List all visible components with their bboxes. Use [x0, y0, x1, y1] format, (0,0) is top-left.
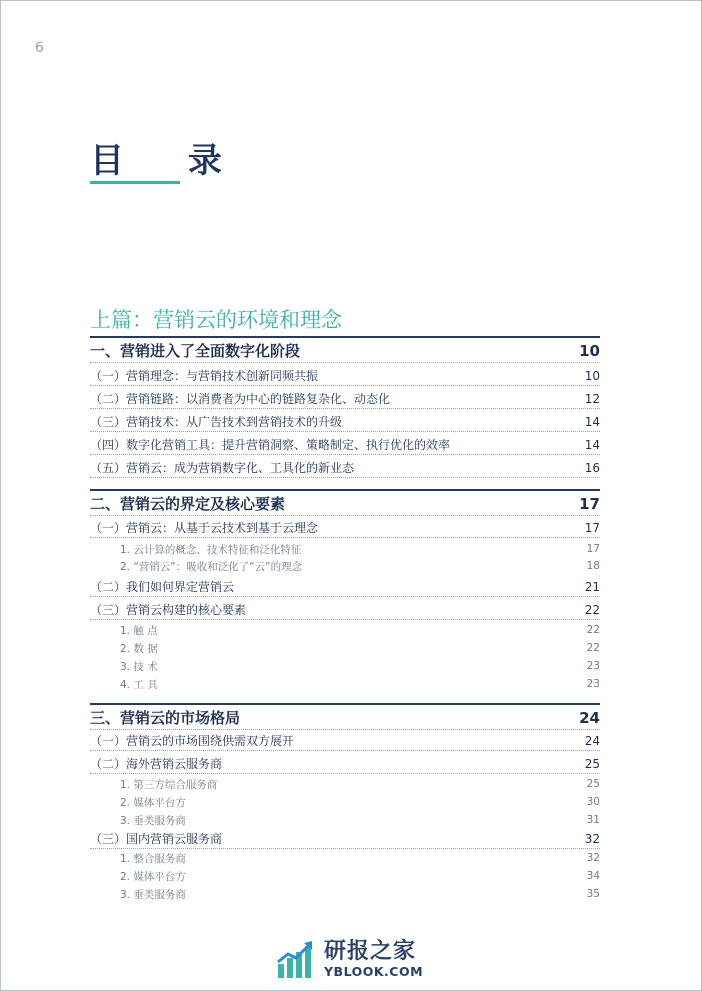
toc-entry-label: 3. 垂类服务商 [120, 814, 186, 827]
toc-page-number: 16 [584, 460, 600, 475]
part-title: 上篇：营销云的环境和理念 [90, 308, 342, 332]
toc-page-number: 32 [586, 852, 600, 864]
toc-entry-label: （四）数字化营销工具：提升营销洞察、策略制定、执行优化的效率 [90, 438, 451, 452]
toc-entry-label: （一）营销理念：与营销技术创新同频共振 [90, 369, 319, 383]
toc-page-number: 21 [584, 579, 600, 594]
toc-section-row[interactable] [90, 435, 600, 455]
toc-entry-label: （三）营销技术：从广告技术到营销技术的升级 [90, 415, 343, 429]
toc-chapter-row[interactable] [90, 339, 600, 363]
toc-section-row[interactable] [90, 754, 600, 774]
toc-page-number: 25 [586, 778, 600, 790]
toc-entry-label: （二）海外营销云服务商 [90, 757, 223, 771]
toc-page-number: 10 [579, 341, 600, 360]
toc-entry-label: （三）营销云构建的核心要素 [90, 603, 247, 617]
toc-page-number: 14 [584, 414, 600, 429]
logo-english-text: YBLOOK.COM [324, 964, 424, 980]
page-title: 目 录 [90, 141, 248, 181]
toc-page-number: 17 [584, 520, 600, 535]
toc-page-number: 32 [584, 831, 600, 846]
chapter-divider [90, 336, 600, 338]
toc-entry-label: （三）国内营销云服务商 [90, 832, 223, 846]
toc-page-number: 22 [586, 642, 600, 654]
toc-entry-label: （一）营销云的市场围绕供需双方展开 [90, 734, 295, 748]
toc-subsection-row[interactable] [90, 558, 600, 574]
toc-page-number: 30 [586, 796, 600, 808]
toc-section-row[interactable] [90, 600, 600, 620]
toc-page-number: 23 [586, 678, 600, 690]
toc-subsection-row[interactable] [90, 794, 600, 810]
toc-entry-label: 2. 数 据 [120, 642, 158, 655]
chapter-divider [90, 703, 600, 705]
toc-section-row[interactable] [90, 389, 600, 409]
toc-section-row[interactable] [90, 518, 600, 538]
toc-page-number: 24 [579, 708, 600, 727]
toc-entry-label: （二）我们如何界定营销云 [90, 580, 235, 594]
toc-subsection-row[interactable] [90, 868, 600, 884]
toc-page-number: 17 [579, 494, 600, 513]
site-logo [276, 940, 423, 980]
toc-page-number: 14 [584, 437, 600, 452]
toc-page-number: 34 [586, 870, 600, 882]
toc-section-row[interactable] [90, 577, 600, 597]
toc-page-number: 23 [586, 660, 600, 672]
toc-subsection-row[interactable] [90, 850, 600, 866]
toc-section-row[interactable] [90, 366, 600, 386]
toc-subsection-row[interactable] [90, 812, 600, 828]
toc-section-row[interactable] [90, 829, 600, 849]
toc-entry-label: 2. 媒体平台方 [120, 796, 186, 809]
toc-page-number: 10 [584, 368, 600, 383]
toc-section-row[interactable] [90, 412, 600, 432]
logo-chinese-text: 研报之家 [324, 939, 417, 965]
toc-subsection-row[interactable] [90, 541, 600, 557]
toc-chapter-row[interactable] [90, 706, 600, 730]
toc-entry-label: 二、营销云的界定及核心要素 [90, 495, 286, 513]
title-block [90, 141, 248, 181]
page-number: 6 [35, 40, 44, 56]
toc-page-number: 17 [586, 543, 600, 555]
chapter-divider [90, 489, 600, 491]
toc-entry-label: 2. “营销云”：吸收和泛化了“云”的理念 [120, 560, 303, 573]
toc-section-row[interactable] [90, 458, 600, 478]
bar-chart-logo-icon [276, 940, 316, 980]
toc-entry-label: （五）营销云：成为营销数字化、工具化的新业态 [90, 461, 355, 475]
toc-subsection-row[interactable] [90, 640, 600, 656]
toc-entry-label: 1. 云计算的概念、技术特征和泛化特征 [120, 543, 302, 556]
toc-entry-label: 三、营销云的市场格局 [90, 709, 241, 727]
toc-subsection-row[interactable] [90, 776, 600, 792]
toc-entry-label: 2. 媒体平台方 [120, 870, 186, 883]
toc-subsection-row[interactable] [90, 658, 600, 674]
toc-page-number: 25 [584, 756, 600, 771]
toc-entry-label: （一）营销云：从基于云技术到基于云理念 [90, 521, 319, 535]
toc-page-number: 35 [586, 888, 600, 900]
toc-entry-label: （二）营销链路：以消费者为中心的链路复杂化、动态化 [90, 392, 391, 406]
toc-section-row[interactable] [90, 731, 600, 751]
toc-page-number: 18 [586, 560, 600, 572]
toc-page-number: 22 [584, 602, 600, 617]
toc-page-number: 24 [584, 733, 600, 748]
toc-subsection-row[interactable] [90, 886, 600, 902]
toc-entry-label: 一、营销进入了全面数字化阶段 [90, 342, 301, 360]
toc-page-number: 12 [584, 391, 600, 406]
toc-page-number: 22 [586, 624, 600, 636]
toc-entry-label: 3. 技 术 [120, 660, 158, 673]
toc-chapter-row[interactable] [90, 492, 600, 516]
toc-subsection-row[interactable] [90, 622, 600, 638]
toc-entry-label: 1. 整合服务商 [120, 852, 186, 865]
title-underline [90, 181, 180, 184]
toc-entry-label: 4. 工 具 [120, 678, 158, 691]
toc-page-number: 31 [586, 814, 600, 826]
toc-entry-label: 1. 第三方综合服务商 [120, 778, 218, 791]
toc-entry-label: 3. 垂类服务商 [120, 888, 186, 901]
toc-entry-label: 1. 触 点 [120, 624, 158, 637]
toc-subsection-row[interactable] [90, 676, 600, 692]
